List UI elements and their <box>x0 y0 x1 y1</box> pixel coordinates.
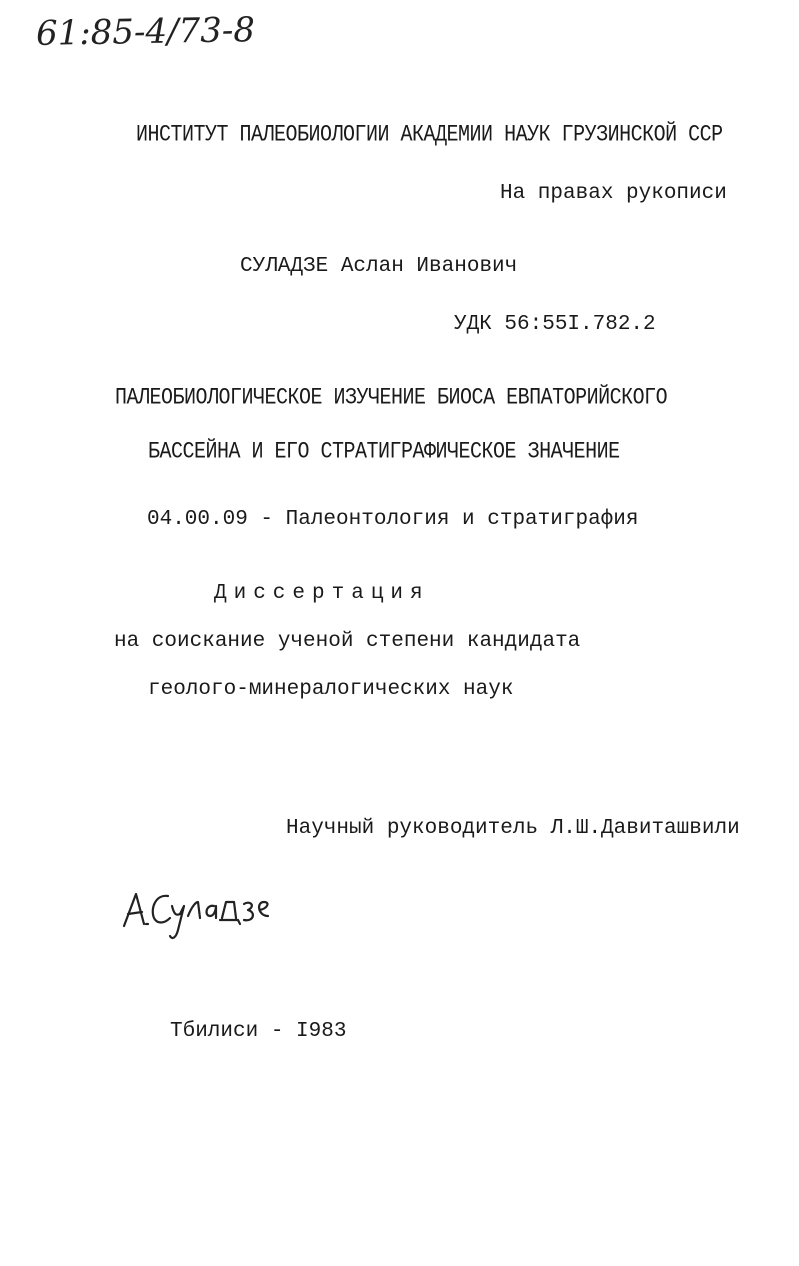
degree-line-1: на соискание ученой степени кандидата <box>114 630 581 653</box>
udk-code: УДК 56:55I.782.2 <box>454 313 656 336</box>
title-line-2: БАССЕЙНА И ЕГО СТРАТИГРАФИЧЕСКОЕ ЗНАЧЕНИЕ <box>148 439 620 466</box>
handwritten-shelfmark: 61:85-4/73-8 <box>35 10 256 54</box>
handwritten-signature <box>118 880 278 955</box>
supervisor: Научный руководитель Л.Ш.Давиташвили <box>286 817 740 840</box>
institute-name: ИНСТИТУТ ПАЛЕОБИОЛОГИИ АКАДЕМИИ НАУК ГРУЗИНСКОЙ ССР <box>136 122 723 149</box>
rights-note: На правах рукописи <box>500 182 727 205</box>
place-and-year: Тбилиси - I983 <box>170 1020 347 1043</box>
document-type: Диссертация <box>214 582 430 605</box>
title-line-1: ПАЛЕОБИОЛОГИЧЕСКОЕ ИЗУЧЕНИЕ БИОСА ЕВПАТОРИЙСКОГО <box>115 385 668 412</box>
degree-line-2: геолого-минералогических наук <box>148 678 514 701</box>
signature-drawing <box>118 880 278 950</box>
specialty-code: 04.00.09 - Палеонтология и стратиграфия <box>147 508 639 531</box>
author-name: СУЛАДЗЕ Аслан Иванович <box>240 255 518 278</box>
